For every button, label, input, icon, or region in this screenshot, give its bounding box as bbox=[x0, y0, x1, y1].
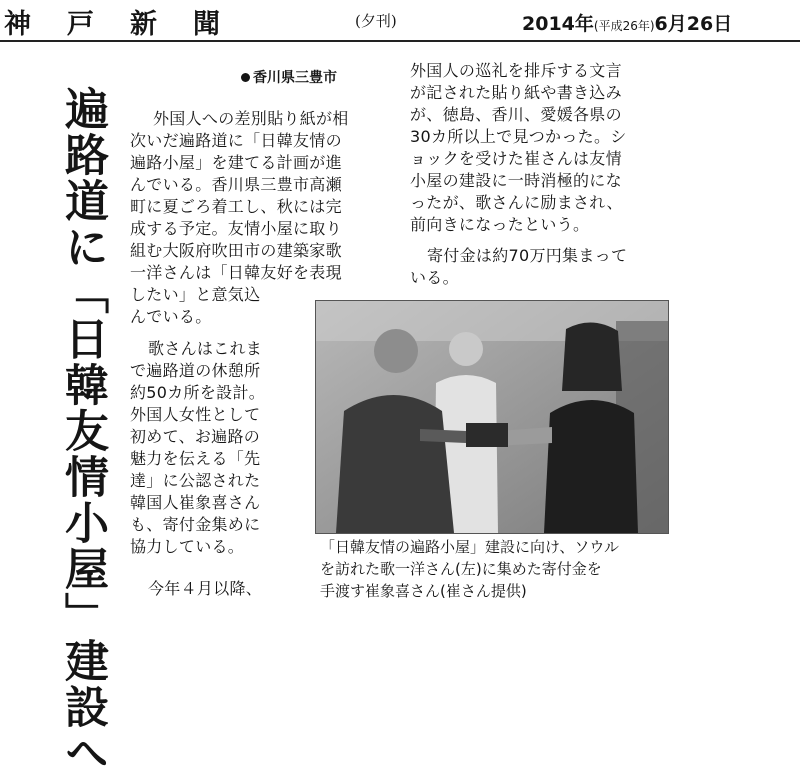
body-line: 外国人女性として bbox=[130, 405, 261, 424]
body-line: ったが、歌さんに励まされ、 bbox=[410, 193, 623, 212]
photo-caption-line: 「日韓友情の遍路小屋」建設に向け、ソウル bbox=[320, 538, 619, 556]
body-line: 前向きになったという。 bbox=[410, 215, 590, 234]
news-photo bbox=[315, 300, 669, 534]
body-line: 今年４月以降、 bbox=[148, 579, 263, 598]
body-line: したい」と意気込 bbox=[130, 285, 261, 304]
body-line: 町に夏ごろ着工し、秋には完 bbox=[130, 197, 342, 216]
body-line: んでいる。香川県三豊市高瀬 bbox=[130, 175, 342, 194]
photo-caption-line: を訪れた歌一洋さん(左)に集めた寄付金を bbox=[320, 560, 602, 578]
newspaper-name: 神戸新聞 bbox=[4, 9, 256, 40]
date-era: (平成26年) bbox=[593, 19, 655, 33]
body-line: 協力している。 bbox=[130, 537, 245, 556]
dateline-bullet-icon bbox=[241, 73, 250, 82]
body-line: 組む大阪府吹田市の建築家歌 bbox=[130, 241, 342, 260]
body-line: が、徳島、香川、愛媛各県の bbox=[410, 105, 622, 124]
body-line: 韓国人崔象喜さん bbox=[130, 493, 261, 512]
headline: 遍路道に「日韓友情小屋」建設へ bbox=[57, 86, 108, 776]
masthead bbox=[0, 0, 800, 40]
body-line: 次いだ遍路道に「日韓友情の bbox=[130, 131, 342, 150]
body-line: 一洋さんは「日韓友好を表現 bbox=[130, 263, 342, 282]
body-line: ョックを受けた崔さんは友情 bbox=[410, 149, 622, 168]
body-line: 達」に公認された bbox=[130, 471, 261, 490]
issue-date bbox=[522, 9, 732, 36]
date-day: 6月26日 bbox=[654, 13, 733, 35]
body-line: んでいる。 bbox=[130, 307, 212, 326]
date-year: 2014年 bbox=[522, 13, 594, 35]
body-line: 成する予定。友情小屋に取り bbox=[130, 219, 342, 238]
body-line: 外国人の巡礼を排斥する文言 bbox=[410, 61, 622, 80]
dateline bbox=[241, 67, 337, 87]
body-line: 初めて、お遍路の bbox=[130, 427, 261, 446]
body-line: 小屋の建設に一時消極的にな bbox=[410, 171, 622, 190]
photo-caption-line: 手渡す崔象喜さん(崔さん提供) bbox=[320, 582, 527, 600]
body-line: いる。 bbox=[410, 268, 459, 287]
edition-label: (夕刊) bbox=[355, 12, 397, 30]
body-line: が記された貼り紙や書き込み bbox=[410, 83, 622, 102]
body-line: 30カ所以上で見つかった。シ bbox=[410, 127, 627, 146]
body-line: 魅力を伝える「先 bbox=[130, 449, 261, 468]
body-line: で遍路道の休憩所 bbox=[130, 361, 261, 380]
dateline-text: 香川県三豊市 bbox=[253, 70, 337, 86]
body-line: 遍路小屋」を建てる計画が進 bbox=[130, 153, 342, 172]
body-line: も、寄付金集めに bbox=[130, 515, 261, 534]
body-line: 約50カ所を設計。 bbox=[130, 383, 266, 402]
body-line: 外国人への差別貼り紙が相 bbox=[153, 109, 349, 128]
body-line: 歌さんはこれま bbox=[148, 339, 263, 358]
body-line: 寄付金は約70万円集まって bbox=[427, 246, 628, 265]
masthead-rule bbox=[0, 40, 800, 42]
